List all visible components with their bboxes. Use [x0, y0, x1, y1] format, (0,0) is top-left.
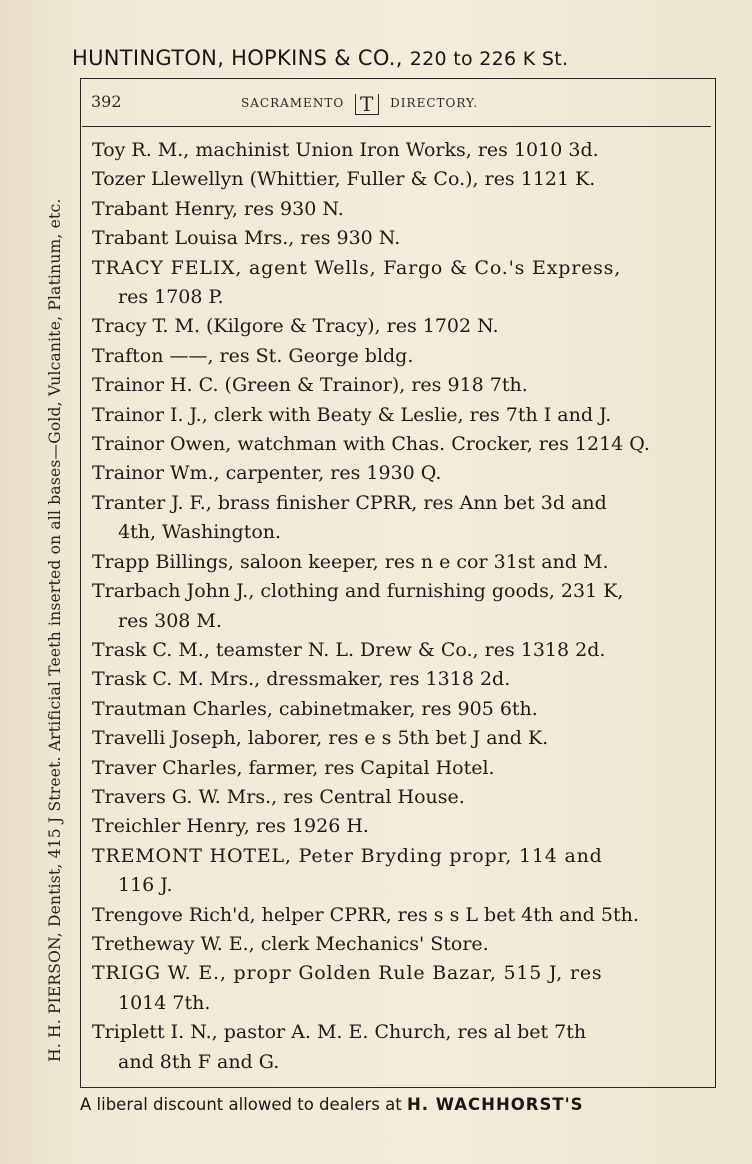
directory-entry [92, 842, 704, 901]
entry-line: Toy R. M., machinist Union Iron Works, res 1010 3d. [92, 139, 599, 161]
entry-continuation-line: 116 J. [118, 874, 173, 897]
entry-line: Trabant Louisa Mrs., res 930 N. [92, 227, 401, 250]
directory-entry [92, 371, 704, 400]
directory-entry [92, 430, 704, 459]
directory-entry [92, 1018, 704, 1077]
entry-line: Trabant Henry, res 930 N. [92, 197, 344, 220]
entry-line: Tretheway W. E., clerk Mechanics' Store. [92, 932, 489, 955]
entry-line: TRIGG W. E., propr Golden Rule Bazar, 515 J, res [92, 962, 603, 985]
entry-continuation-line: and 8th F and G. [118, 1050, 280, 1073]
page-number: 392 [91, 92, 122, 111]
entry-continuation-line: 1014 7th. [118, 991, 211, 1014]
page-title-right-word: DIRECTORY. [390, 96, 479, 110]
page-header [91, 92, 711, 118]
section-letter: T [355, 94, 379, 115]
entry-line: Trapp Billings, saloon keeper, res n e cor 31st and M. [92, 550, 609, 573]
directory-entry [92, 665, 704, 694]
entry-line: Trengove Rich'd, helper CPRR, res s s L bet 4th and 5th. [92, 903, 639, 926]
entry-line: Trainor Wm., carpenter, res 1930 Q. [92, 462, 442, 485]
directory-entry [92, 959, 704, 1018]
side-advertisement-banner: H. H. PIERSON, Dentist, 415 J Street. Artificial Teeth inserted on all bases—Gold, Vulcanite, Platinum, etc. [46, 198, 64, 1062]
entry-line: Trafton ——, res St. George bldg. [92, 344, 414, 367]
entry-line: Travers G. W. Mrs., res Central House. [92, 785, 465, 808]
entry-line: Tracy T. M. (Kilgore & Tracy), res 1702 N. [92, 315, 499, 338]
entry-line: Tranter J. F., brass finisher CPRR, res Ann bet 3d and [92, 491, 607, 514]
page-title-left-word: SACRAMENTO [241, 96, 345, 110]
directory-entry [92, 195, 704, 224]
entry-line: Treichler Henry, res 1926 H. [92, 815, 369, 838]
directory-entry [92, 136, 704, 165]
bottom-banner-text: A liberal discount allowed to dealers at [80, 1095, 402, 1114]
top-advertisement-banner [72, 46, 732, 70]
directory-entry [92, 783, 704, 812]
directory-entry [92, 459, 704, 488]
entry-line: Trainor Owen, watchman with Chas. Crocker, res 1214 Q. [92, 433, 650, 456]
top-banner-firm: HUNTINGTON, HOPKINS & CO., [72, 46, 403, 70]
entry-line: Triplett I. N., pastor A. M. E. Church, res al bet 7th [92, 1021, 587, 1044]
entry-line: Trask C. M., teamster N. L. Drew & Co., res 1318 2d. [92, 638, 606, 661]
directory-entry [92, 342, 704, 371]
entry-line: Tozer Llewellyn (Whittier, Fuller & Co.), res 1121 K. [92, 168, 596, 191]
directory-entry [92, 812, 704, 841]
entry-continuation-line: 4th, Washington. [118, 521, 282, 544]
directory-entry [92, 224, 704, 253]
bottom-banner-brand: H. WACHHORST'S [406, 1095, 584, 1114]
directory-entry [92, 754, 704, 783]
directory-entry [92, 489, 704, 548]
entry-line: TREMONT HOTEL, Peter Bryding propr, 114 and [92, 844, 603, 867]
directory-entry [92, 254, 704, 313]
entry-line: Trainor H. C. (Green & Trainor), res 918 7th. [92, 374, 528, 397]
directory-entry [92, 548, 704, 577]
entry-continuation-line: res 308 M. [118, 609, 222, 632]
directory-entry [92, 901, 704, 930]
page-title [241, 94, 478, 115]
entry-line: Traver Charles, farmer, res Capital Hotel. [92, 756, 495, 779]
entry-line: Travelli Joseph, laborer, res e s 5th bet J and K. [92, 727, 549, 750]
entry-line: Trautman Charles, cabinetmaker, res 905 6th. [92, 697, 538, 720]
directory-entry [92, 401, 704, 430]
directory-entry [92, 930, 704, 959]
entry-line: Trarbach John J., clothing and furnishing goods, 231 K, [92, 580, 624, 603]
entry-line: Trainor I. J., clerk with Beaty & Leslie, res 7th I and J. [92, 403, 612, 426]
directory-entries [92, 136, 704, 1077]
directory-entry [92, 577, 704, 636]
directory-entry [92, 312, 704, 341]
bottom-advertisement-banner [80, 1095, 740, 1114]
directory-entry [92, 724, 704, 753]
directory-entry [92, 695, 704, 724]
entry-line: TRACY FELIX, agent Wells, Fargo & Co.'s Express, [92, 256, 622, 279]
entry-line: Trask C. M. Mrs., dressmaker, res 1318 2d. [92, 668, 511, 691]
header-divider [82, 126, 711, 127]
directory-entry [92, 636, 704, 665]
entry-continuation-line: res 1708 P. [118, 286, 224, 309]
directory-entry [92, 165, 704, 194]
top-banner-address: 220 to 226 K St. [409, 48, 569, 70]
